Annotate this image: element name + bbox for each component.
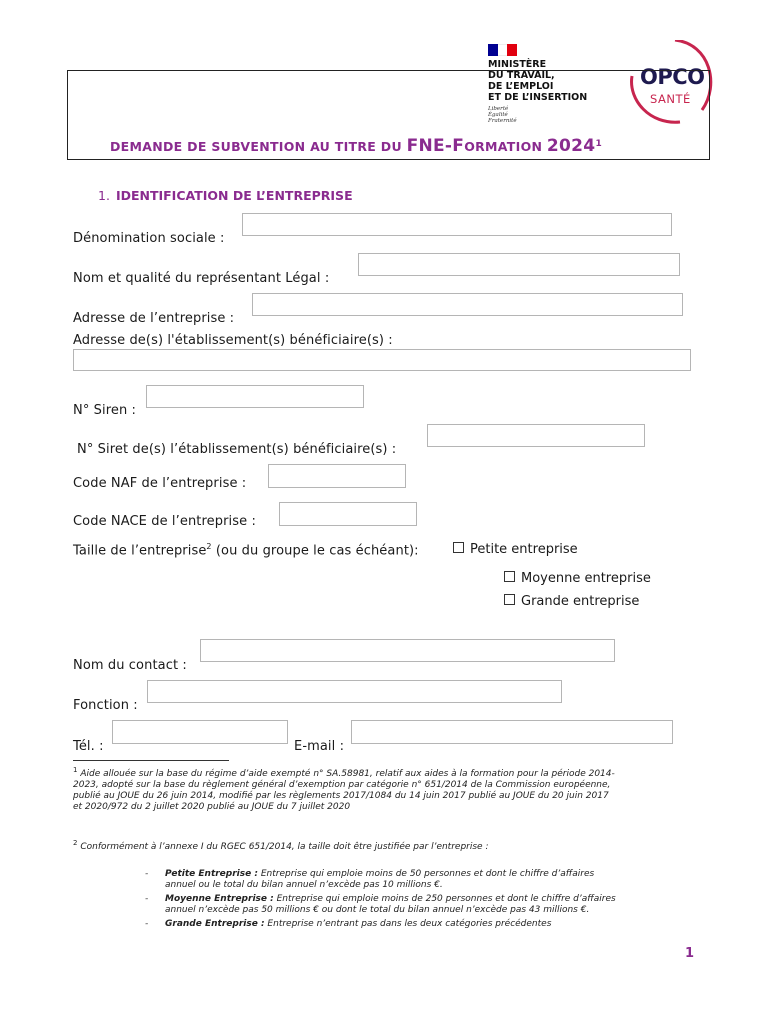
- naf-label: Code NAF de l’entreprise :: [73, 476, 247, 491]
- fonction-label: Fonction :: [73, 698, 138, 713]
- siret-field[interactable]: [427, 424, 645, 447]
- page-number: 1: [685, 946, 695, 961]
- denomination-field[interactable]: [242, 213, 672, 236]
- siren-label: N° Siren :: [73, 403, 137, 418]
- section-heading: 1. IDENTIFICATION DE L’ENTREPRISE: [98, 188, 353, 203]
- footnote-2: $^2$ Conformément à l’annexe I du RGEC 651/2014, la taille doit être justifiée par l’entreprise :: [73, 839, 489, 852]
- email-label: E-mail :: [294, 739, 345, 754]
- checkbox-grande[interactable]: Grande entreprise: [504, 594, 639, 609]
- fonction-field[interactable]: [147, 680, 562, 703]
- checkbox-moyenne[interactable]: Moyenne entreprise: [504, 571, 651, 586]
- footnote-1: $^1$ Aide allouée sur la base du régime d’aide exempté n° SA.58981, relatif aux aides à la formation pour la période 2014- 2023, adopté sur la base du règlement général d’exemption par catégorie n° 651/2014 de la Commission européenne, publié au JOUE du 26 juin 2014, modifié par les règlements 2017/1084 du 14 juin 2017 publié au JOUE du 20 juin 2017 et 2020/972 du 2 juillet 2020 publié au JOUE du 7 juillet 2020: [73, 766, 615, 812]
- checkbox-icon[interactable]: [504, 571, 515, 582]
- contact-label: Nom du contact :: [73, 658, 187, 673]
- checkbox-icon[interactable]: [453, 542, 464, 553]
- adresse-field[interactable]: [252, 293, 683, 316]
- adresse-label: Adresse de l’entreprise :: [73, 311, 235, 326]
- nace-field[interactable]: [279, 502, 417, 526]
- taille-label: Taille de l’entreprise$^2$ (ou du groupe le cas échéant):: [73, 542, 419, 559]
- ministry-name: MINISTÈRE DU TRAVAIL, DE L’EMPLOI ET DE L’INSERTION: [488, 59, 588, 103]
- naf-field[interactable]: [268, 464, 406, 488]
- email-field[interactable]: [351, 720, 673, 744]
- opco-logo-subtext: SANTÉ: [650, 92, 691, 106]
- french-flag-icon: [488, 44, 517, 56]
- tel-label: Tél. :: [73, 739, 104, 754]
- tel-field[interactable]: [112, 720, 288, 744]
- footnote-bullet-grande: Grande Entreprise : Entreprise n’entrant pas dans les deux catégories précédentes: [165, 919, 552, 929]
- page-title: DEMANDE DE SUBVENTION AU TITRE DU FNE-FORMATION 2024$^1$: [110, 136, 602, 156]
- representant-field[interactable]: [358, 253, 680, 276]
- footnote-bullet-dash: -: [145, 894, 149, 904]
- footnote-separator: [73, 760, 229, 761]
- footnote-bullet-petite: Petite Entreprise : Entreprise qui emploie moins de 50 personnes et dont le chiffre d’affaires annuel ou le total du bilan annuel n’excède pas 10 millions €.: [165, 869, 595, 890]
- adresse-etab-field[interactable]: [73, 349, 691, 371]
- adresse-etab-label: Adresse de(s) l'établissement(s) bénéficiaire(s) :: [73, 333, 393, 348]
- checkbox-icon[interactable]: [504, 594, 515, 605]
- opco-logo-text: OPCO: [640, 65, 705, 89]
- representant-label: Nom et qualité du représentant Légal :: [73, 271, 330, 286]
- siren-field[interactable]: [146, 385, 364, 408]
- footnote-bullet-dash: -: [145, 869, 149, 879]
- siret-label: N° Siret de(s) l’établissement(s) bénéficiaire(s) :: [77, 442, 397, 457]
- footnote-bullet-moyenne: Moyenne Entreprise : Entreprise qui emploie moins de 250 personnes et dont le chiffre d’affaires annuel n’excède pas 50 millions € ou dont le total du bilan annuel n’excède pas 43 millions €.: [165, 894, 616, 915]
- contact-field[interactable]: [200, 639, 615, 662]
- checkbox-petite[interactable]: Petite entreprise: [453, 542, 578, 557]
- republic-motto: Liberté Égalité Fraternité: [488, 106, 517, 124]
- denomination-label: Dénomination sociale :: [73, 231, 225, 246]
- nace-label: Code NACE de l’entreprise :: [73, 514, 256, 529]
- footnote-bullet-dash: -: [145, 919, 149, 929]
